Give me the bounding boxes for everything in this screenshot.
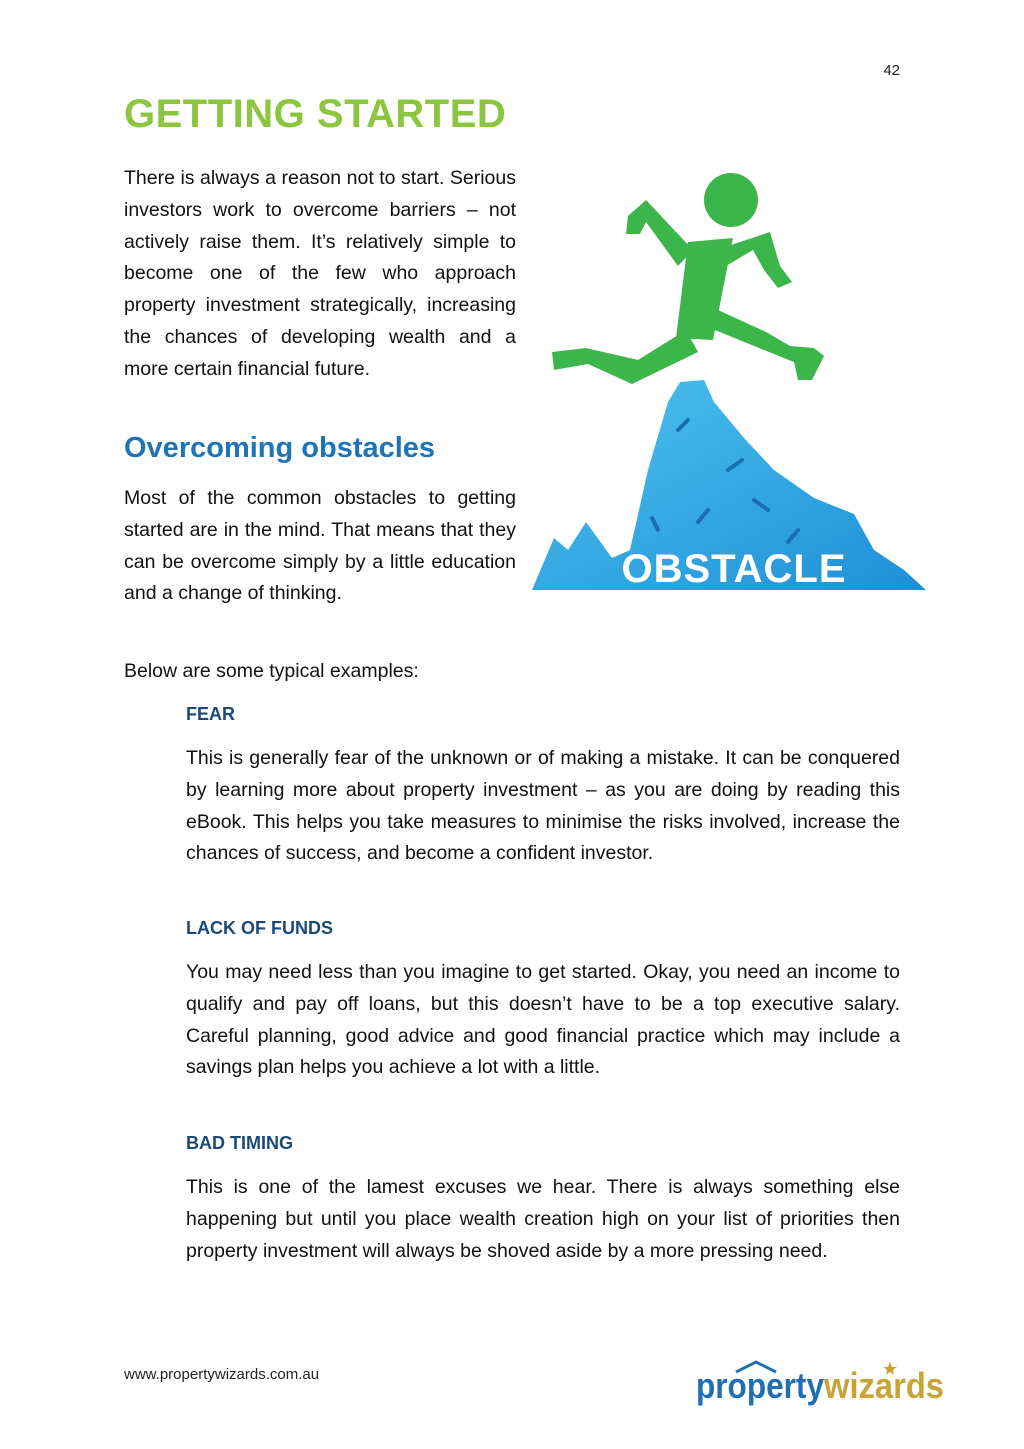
obstacle-illustration xyxy=(528,170,928,595)
obstacle-label: OBSTACLE xyxy=(621,547,847,591)
footer-url: www.propertywizards.com.au xyxy=(124,1366,320,1383)
page-number: 42 xyxy=(883,62,900,79)
examples-lead: Below are some typical examples: xyxy=(124,660,419,682)
item-body-bad-timing: This is one of the lamest excuses we hear. There is always something else happening but until you place wealth creation high on your list of priorities then property investment will always be shoved aside by a more pressing need. xyxy=(186,1176,900,1262)
item-heading-lack-of-funds: LACK OF FUNDS xyxy=(186,918,333,938)
item-heading-bad-timing: BAD TIMING xyxy=(186,1133,293,1153)
item-heading-fear: FEAR xyxy=(186,704,235,724)
section-heading: Overcoming obstacles xyxy=(124,432,436,464)
page-title: GETTING STARTED xyxy=(124,92,507,136)
property-wizards-logo xyxy=(694,1358,946,1414)
intro-paragraph: There is always a reason not to start. Serious investors work to overcome barriers – not actively raise them. It’s relatively simple to become one of the few who approach property investment strategically, increasing the chances of developing wealth and a more certain financial future. xyxy=(124,167,516,380)
logo-wizards-text: wizards xyxy=(823,1365,944,1406)
running-figure-icon xyxy=(552,173,824,384)
section-paragraph: Most of the common obstacles to getting started are in the mind. That means that they can be overcome simply by a little education and a change of thinking. xyxy=(124,487,516,605)
item-body-lack-of-funds: You may need less than you imagine to get started. Okay, you need an income to qualify and pay off loans, but this doesn’t have to be a top executive salary. Careful planning, good advice and good financial practice which may include a savings plan helps you achieve a lot with a little. xyxy=(186,961,900,1079)
item-body-fear: This is generally fear of the unknown or of making a mistake. It can be conquered by learning more about property investment – as you are doing by reading this eBook. This helps you take measures to minimise the risks involved, increase the chances of success, and become a confident investor. xyxy=(186,747,900,865)
logo-property-text: property xyxy=(696,1365,824,1406)
